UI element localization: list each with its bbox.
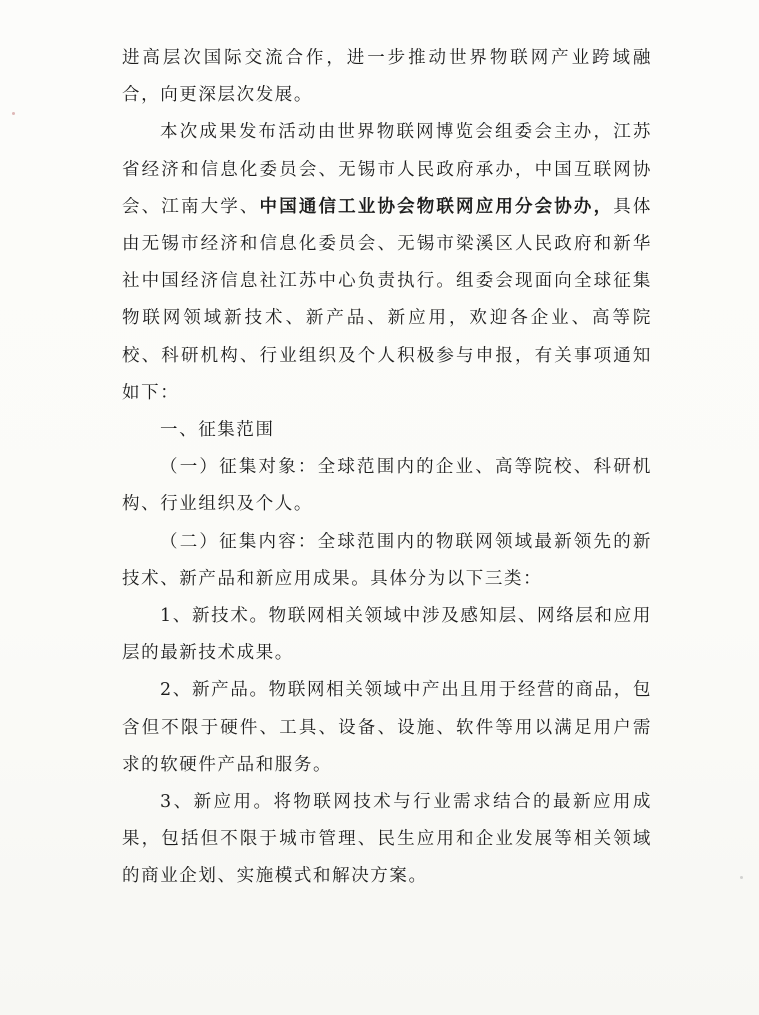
paragraph-continuation: 进高层次国际交流合作，进一步推动世界物联网产业跨域融合，向更深层次发展。 [122,48,652,106]
section-heading-scope: 一、征集范围 [160,420,275,441]
paragraph-new-application: 3、新应用。将物联网技术与行业需求结合的最新应用成果，包括但不限于城市管理、民生应用和企业发展等相关领域的商业企划、实施模式和解决方案。 [122,792,652,887]
paragraph-organizers [122,114,652,412]
organizers-text-part-2: 具体由无锡市经济和信息化委员会、无锡市梁溪区人民政府和新华社中国经济信息社江苏中心负责执行。组委会现面向全球征集物联网领域新技术、新产品、新应用，欢迎各企业、高等院校、科研机构、行业组织及个人积极参与申报，有关事项通知如下： [122,196,652,403]
paragraph-collection-target: （一）征集对象：全球范围内的企业、高等院校、科研机构、行业组织及个人。 [122,457,652,515]
scan-speck-mark [12,112,15,115]
organizers-text-coorganizer: 中国通信工业协会物联网应用分会协办， [259,196,614,217]
paragraph-new-product: 2、新产品。物联网相关领域中产出且用于经营的商品，包含但不限于硬件、工具、设备、设施、软件等用以满足用户需求的软硬件产品和服务。 [122,680,652,775]
document-body [122,40,652,896]
scan-speck-mark [740,876,743,879]
organizers-text-part-1: 本次成果发布活动由世界物联网博览会组委会主办，江苏省经济和信息化委员会、无锡市人民政府承办，中国互联网协会、江南大学、 [122,122,652,217]
paragraph-new-technology: 1、新技术。物联网相关领域中涉及感知层、网络层和应用层的最新技术成果。 [122,606,652,664]
paragraph-collection-content: （二）征集内容：全球范围内的物联网领域最新领先的新技术、新产品和新应用成果。具体分为以下三类： [122,531,652,589]
